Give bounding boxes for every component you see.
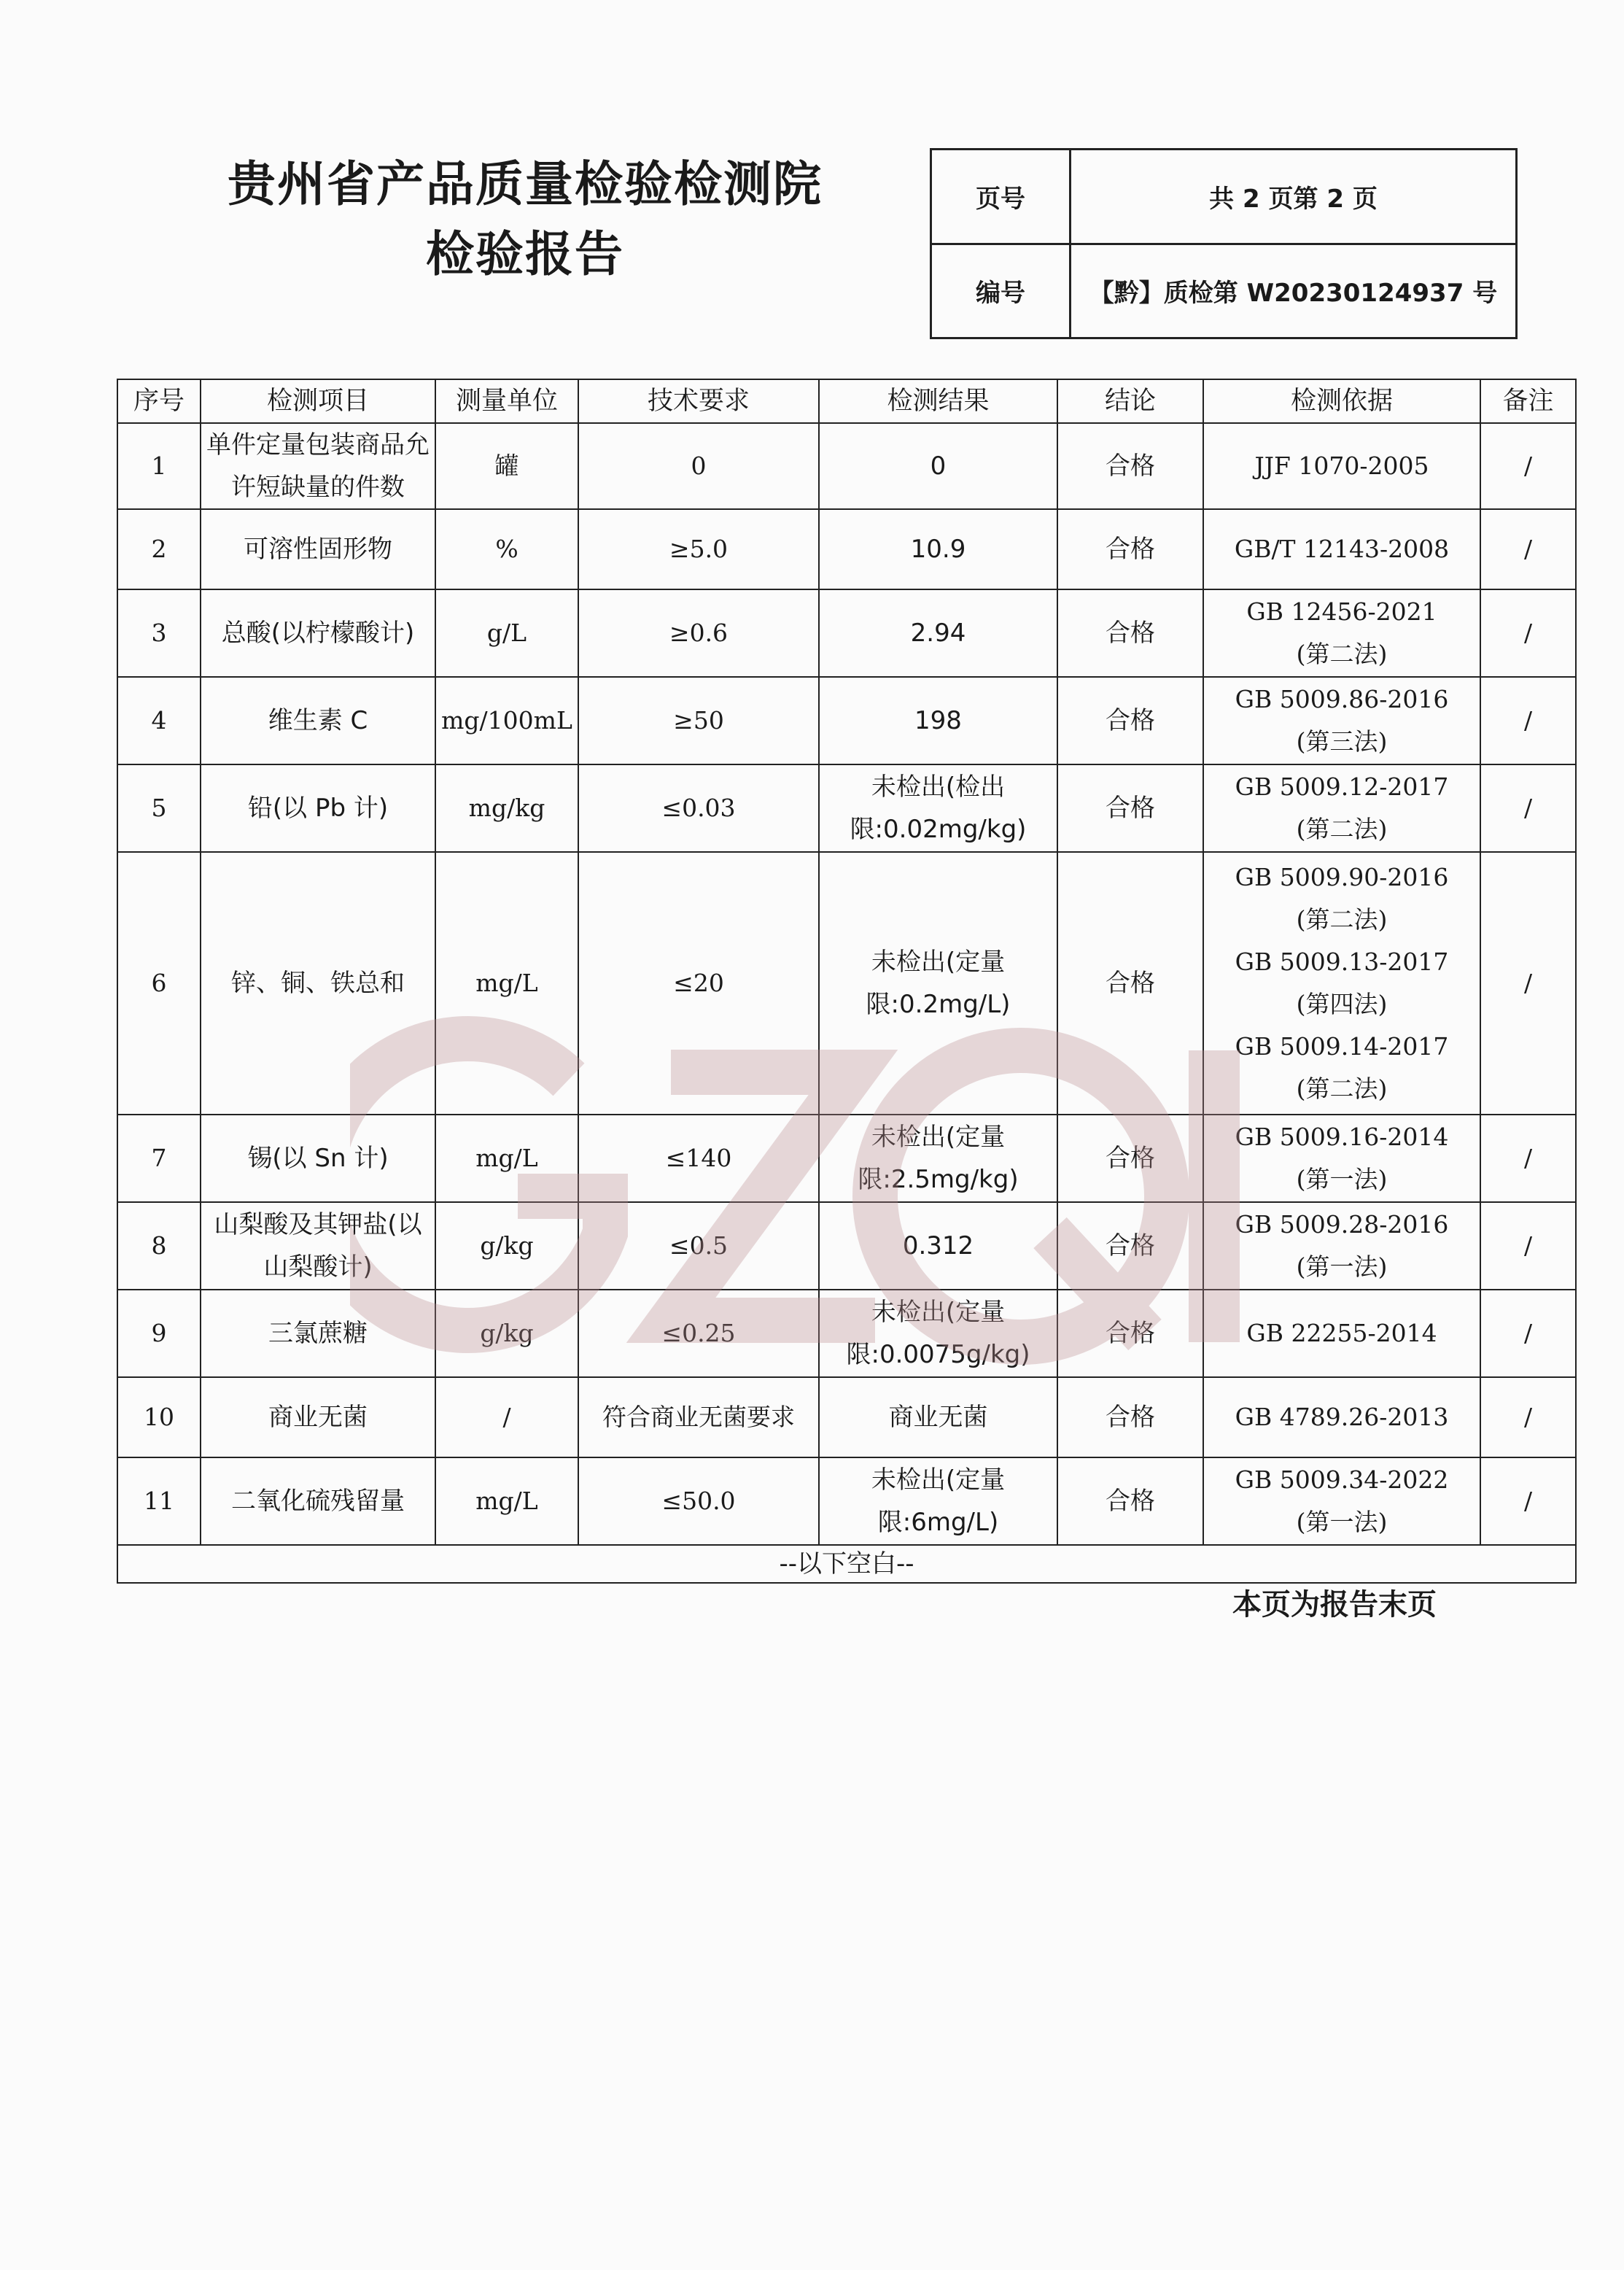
row-result: 未检出(定量限:2.5mg/kg) bbox=[819, 1115, 1057, 1202]
row-unit: g/L bbox=[435, 589, 578, 677]
row-no: 1 bbox=[117, 423, 201, 509]
row-result: 198 bbox=[819, 677, 1057, 764]
row-remark: / bbox=[1480, 509, 1576, 589]
table-row bbox=[117, 423, 1576, 509]
table-row bbox=[117, 589, 1576, 677]
header-conclusion: 结论 bbox=[1057, 379, 1203, 423]
row-unit: % bbox=[435, 509, 578, 589]
row-basis bbox=[1203, 1115, 1480, 1202]
table-header-row bbox=[117, 379, 1576, 423]
row-unit: mg/L bbox=[435, 852, 578, 1115]
report-type: 检验报告 bbox=[426, 226, 624, 282]
row-basis bbox=[1203, 423, 1480, 509]
blank-note-row bbox=[117, 1545, 1576, 1583]
header-result: 检测结果 bbox=[819, 379, 1057, 423]
row-no: 9 bbox=[117, 1290, 201, 1377]
row-conclusion: 合格 bbox=[1057, 1115, 1203, 1202]
row-remark: / bbox=[1480, 1457, 1576, 1545]
row-requirement: ≤0.25 bbox=[578, 1290, 819, 1377]
row-item: 单件定量包装商品允许短缺量的件数 bbox=[201, 423, 435, 509]
basis-line: GB 5009.13-2017 bbox=[1235, 948, 1449, 976]
basis-line: (第一法) bbox=[1296, 1165, 1388, 1193]
row-no: 11 bbox=[117, 1457, 201, 1545]
row-conclusion: 合格 bbox=[1057, 589, 1203, 677]
basis-line: GB 5009.28-2016 bbox=[1235, 1210, 1449, 1239]
row-result: 2.94 bbox=[819, 589, 1057, 677]
row-basis bbox=[1203, 1457, 1480, 1545]
row-unit: g/kg bbox=[435, 1290, 578, 1377]
table-row bbox=[117, 1457, 1576, 1545]
basis-line: (第三法) bbox=[1296, 727, 1388, 756]
row-requirement: ≤0.5 bbox=[578, 1202, 819, 1290]
row-conclusion: 合格 bbox=[1057, 509, 1203, 589]
row-unit: mg/L bbox=[435, 1457, 578, 1545]
basis-line: GB 5009.14-2017 bbox=[1235, 1032, 1449, 1061]
report-number-label: 编号 bbox=[931, 244, 1071, 338]
row-item: 商业无菌 bbox=[201, 1377, 435, 1457]
row-no: 3 bbox=[117, 589, 201, 677]
row-remark: / bbox=[1480, 1202, 1576, 1290]
report-meta-box bbox=[930, 148, 1518, 339]
basis-line: GB 12456-2021 bbox=[1246, 597, 1437, 626]
row-basis bbox=[1203, 1202, 1480, 1290]
row-result: 0.312 bbox=[819, 1202, 1057, 1290]
row-item: 二氧化硫残留量 bbox=[201, 1457, 435, 1545]
basis-line: (第一法) bbox=[1296, 1252, 1388, 1281]
header-no: 序号 bbox=[117, 379, 201, 423]
report-number-value: 【黔】质检第 W20230124937 号 bbox=[1071, 244, 1517, 338]
row-conclusion: 合格 bbox=[1057, 677, 1203, 764]
row-item: 山梨酸及其钾盐(以山梨酸计) bbox=[201, 1202, 435, 1290]
basis-line: GB/T 12143-2008 bbox=[1234, 535, 1450, 563]
end-of-report-note: 本页为报告末页 bbox=[1232, 1588, 1437, 1622]
row-remark: / bbox=[1480, 1377, 1576, 1457]
row-result: 未检出(定量限:0.0075g/kg) bbox=[819, 1290, 1057, 1377]
row-remark: / bbox=[1480, 1115, 1576, 1202]
basis-line: GB 5009.34-2022 bbox=[1235, 1465, 1449, 1494]
row-result: 商业无菌 bbox=[819, 1377, 1057, 1457]
page-value: 共 2 页第 2 页 bbox=[1071, 150, 1517, 244]
row-no: 10 bbox=[117, 1377, 201, 1457]
basis-line: (第四法) bbox=[1296, 990, 1388, 1018]
report-header bbox=[146, 150, 904, 290]
table-row bbox=[117, 1290, 1576, 1377]
row-conclusion: 合格 bbox=[1057, 1290, 1203, 1377]
row-item: 可溶性固形物 bbox=[201, 509, 435, 589]
row-basis bbox=[1203, 677, 1480, 764]
basis-line: GB 5009.90-2016 bbox=[1235, 863, 1449, 891]
row-no: 2 bbox=[117, 509, 201, 589]
row-requirement: 符合商业无菌要求 bbox=[578, 1377, 819, 1457]
row-basis bbox=[1203, 852, 1480, 1115]
header-item: 检测项目 bbox=[201, 379, 435, 423]
row-basis bbox=[1203, 509, 1480, 589]
header-unit: 测量单位 bbox=[435, 379, 578, 423]
row-no: 8 bbox=[117, 1202, 201, 1290]
row-item: 总酸(以柠檬酸计) bbox=[201, 589, 435, 677]
header-requirement: 技术要求 bbox=[578, 379, 819, 423]
row-unit: mg/100mL bbox=[435, 677, 578, 764]
row-remark: / bbox=[1480, 589, 1576, 677]
basis-line: GB 4789.26-2013 bbox=[1235, 1403, 1449, 1431]
basis-line: GB 5009.12-2017 bbox=[1235, 772, 1449, 801]
row-no: 6 bbox=[117, 852, 201, 1115]
basis-line: JJF 1070-2005 bbox=[1254, 452, 1429, 480]
row-remark: / bbox=[1480, 852, 1576, 1115]
row-conclusion: 合格 bbox=[1057, 852, 1203, 1115]
table-row bbox=[117, 764, 1576, 852]
row-result: 未检出(检出限:0.02mg/kg) bbox=[819, 764, 1057, 852]
table-row bbox=[117, 1115, 1576, 1202]
row-conclusion: 合格 bbox=[1057, 1202, 1203, 1290]
organization-name: 贵州省产品质量检验检测院 bbox=[228, 156, 823, 212]
row-result: 10.9 bbox=[819, 509, 1057, 589]
row-unit: g/kg bbox=[435, 1202, 578, 1290]
table-row bbox=[117, 677, 1576, 764]
row-remark: / bbox=[1480, 677, 1576, 764]
row-result: 未检出(定量限:0.2mg/L) bbox=[819, 852, 1057, 1115]
row-conclusion: 合格 bbox=[1057, 423, 1203, 509]
row-item: 三氯蔗糖 bbox=[201, 1290, 435, 1377]
row-unit: 罐 bbox=[435, 423, 578, 509]
row-unit: / bbox=[435, 1377, 578, 1457]
row-basis bbox=[1203, 1377, 1480, 1457]
row-unit: mg/L bbox=[435, 1115, 578, 1202]
basis-line: (第二法) bbox=[1296, 1074, 1388, 1103]
row-remark: / bbox=[1480, 1290, 1576, 1377]
row-requirement: ≥50 bbox=[578, 677, 819, 764]
row-result: 0 bbox=[819, 423, 1057, 509]
row-basis bbox=[1203, 589, 1480, 677]
row-requirement: ≥0.6 bbox=[578, 589, 819, 677]
row-item: 锡(以 Sn 计) bbox=[201, 1115, 435, 1202]
page-label: 页号 bbox=[931, 150, 1071, 244]
basis-line: GB 5009.16-2014 bbox=[1235, 1123, 1449, 1151]
row-requirement: ≥5.0 bbox=[578, 509, 819, 589]
row-result: 未检出(定量限:6mg/L) bbox=[819, 1457, 1057, 1545]
row-remark: / bbox=[1480, 764, 1576, 852]
row-unit: mg/kg bbox=[435, 764, 578, 852]
row-no: 7 bbox=[117, 1115, 201, 1202]
row-requirement: ≤20 bbox=[578, 852, 819, 1115]
row-requirement: 0 bbox=[578, 423, 819, 509]
basis-line: GB 5009.86-2016 bbox=[1235, 685, 1449, 713]
row-requirement: ≤140 bbox=[578, 1115, 819, 1202]
row-conclusion: 合格 bbox=[1057, 1457, 1203, 1545]
header-remark: 备注 bbox=[1480, 379, 1576, 423]
row-basis bbox=[1203, 764, 1480, 852]
table-row bbox=[117, 852, 1576, 1115]
row-item: 铅(以 Pb 计) bbox=[201, 764, 435, 852]
row-item: 锌、铜、铁总和 bbox=[201, 852, 435, 1115]
basis-line: (第二法) bbox=[1296, 815, 1388, 843]
basis-line: (第一法) bbox=[1296, 1508, 1388, 1536]
basis-line: (第二法) bbox=[1296, 905, 1388, 934]
row-remark: / bbox=[1480, 423, 1576, 509]
basis-line: (第二法) bbox=[1296, 640, 1388, 668]
results-table bbox=[117, 379, 1577, 1584]
blank-note: --以下空白-- bbox=[117, 1545, 1576, 1583]
basis-line: GB 22255-2014 bbox=[1246, 1319, 1437, 1347]
row-basis bbox=[1203, 1290, 1480, 1377]
row-item: 维生素 C bbox=[201, 677, 435, 764]
header-basis: 检测依据 bbox=[1203, 379, 1480, 423]
row-no: 4 bbox=[117, 677, 201, 764]
row-conclusion: 合格 bbox=[1057, 764, 1203, 852]
row-conclusion: 合格 bbox=[1057, 1377, 1203, 1457]
table-row bbox=[117, 1377, 1576, 1457]
row-requirement: ≤50.0 bbox=[578, 1457, 819, 1545]
row-no: 5 bbox=[117, 764, 201, 852]
table-row bbox=[117, 509, 1576, 589]
row-requirement: ≤0.03 bbox=[578, 764, 819, 852]
table-row bbox=[117, 1202, 1576, 1290]
